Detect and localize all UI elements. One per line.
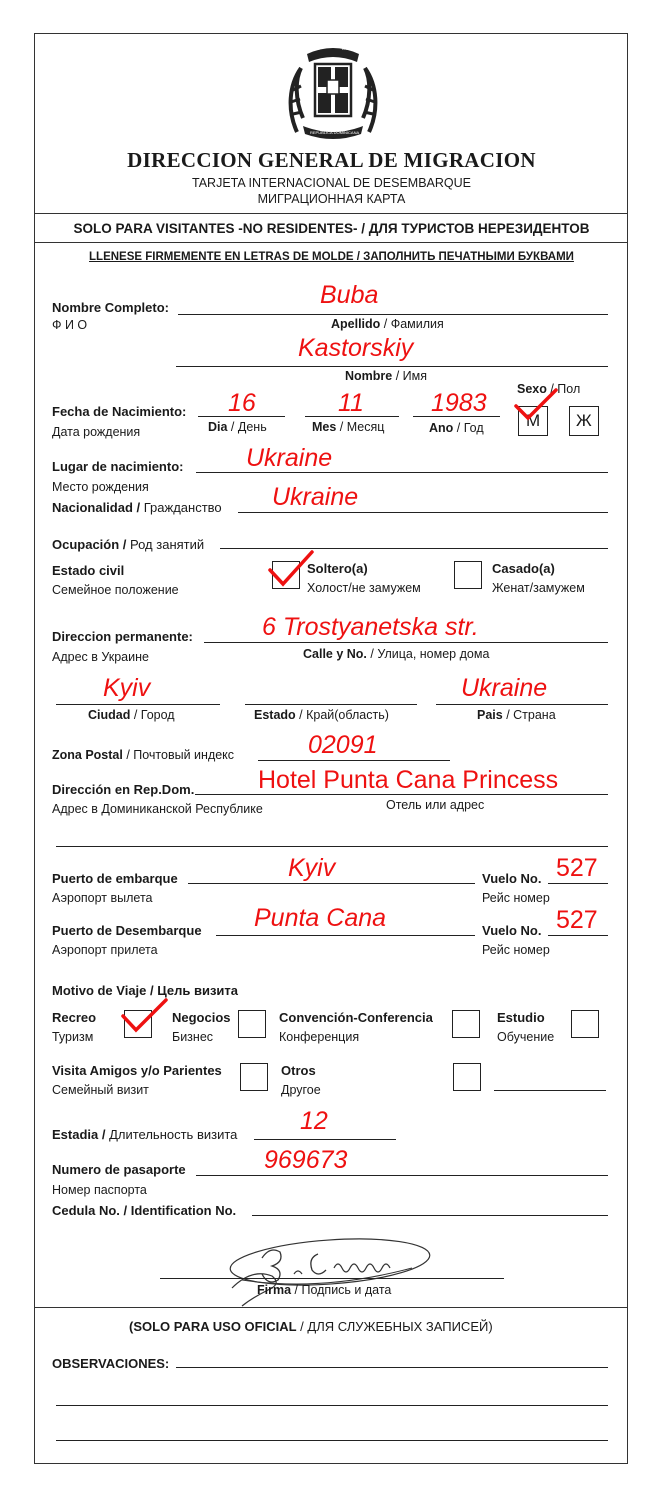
signature-label: Firma / Подпись и дата <box>257 1283 392 1297</box>
stay-length-label: Estadia / Длительность визита <box>52 1127 238 1142</box>
married-label-ru: Женат/замужем <box>492 581 585 595</box>
other-label: Otros <box>281 1063 316 1078</box>
observations-line-3 <box>56 1440 608 1441</box>
birth-year-value[interactable]: 1983 <box>431 389 487 417</box>
family-visit-label: Visita Amigos y/o Parientes <box>52 1063 222 1078</box>
stay-length-value[interactable]: 12 <box>300 1107 328 1135</box>
emblem-motto-patria: PATRIA <box>326 43 340 48</box>
street-label: Calle y No. / Улица, номер дома <box>303 647 490 661</box>
month-label: Mes / Месяц <box>312 420 385 434</box>
postal-code-label: Zona Postal / Почтовый индекс <box>52 748 235 762</box>
state-label: Estado / Край(область) <box>254 708 389 722</box>
given-name-label: Nombre / Имя <box>345 369 427 383</box>
single-label-ru: Холост/не замужем <box>307 581 421 595</box>
arrival-port-label-ru: Аэропорт прилета <box>52 943 158 957</box>
emblem-motto-dios: DIOS <box>310 46 320 51</box>
dr-address-label: Dirección en Rep.Dom. <box>52 782 195 797</box>
arrival-port-label: Puerto de Desembarque <box>52 923 202 938</box>
official-use-label: (SOLO PARA USO OFICIAL / ДЛЯ СЛУЖЕБНЫХ ЗАПИСЕЙ) <box>129 1319 493 1334</box>
tourism-check-icon <box>118 996 172 1036</box>
married-label: Casado(a) <box>492 561 555 576</box>
year-label: Ano / Год <box>429 421 484 435</box>
family-visit-checkbox[interactable] <box>240 1063 268 1091</box>
signature-text <box>272 1258 326 1269</box>
business-label: Negocios <box>172 1010 231 1025</box>
sex-label: Sexo / Пол <box>517 382 581 396</box>
study-checkbox[interactable] <box>571 1010 599 1038</box>
birthplace-value[interactable]: Ukraine <box>246 444 333 472</box>
full-name-label: Nombre Completo: <box>52 300 169 315</box>
tourism-label: Recreo <box>52 1010 97 1025</box>
study-label: Estudio <box>497 1010 545 1025</box>
trip-purpose-label: Motivo de Viaje / Цель визита <box>52 983 239 998</box>
birthplace-label: Lugar de nacimiento: <box>52 459 184 474</box>
id-number-label: Cedula No. / Identification No. <box>52 1203 237 1218</box>
other-checkbox[interactable] <box>453 1063 481 1091</box>
birth-day-value[interactable]: 16 <box>228 389 256 417</box>
flight-number-label-2: Vuelo No. <box>482 923 542 938</box>
emblem-republic-text: REPUBLICA DOMINICANA <box>310 130 360 135</box>
birth-month-value[interactable]: 11 <box>338 389 364 417</box>
flight-number-label-1: Vuelo No. <box>482 871 542 886</box>
single-label: Soltero(a) <box>307 561 368 576</box>
conference-label: Convención-Conferencia <box>279 1010 433 1025</box>
other-label-ru: Другое <box>281 1083 321 1097</box>
sex-male-label: М <box>526 411 541 430</box>
visitors-banner: SOLO PARA VISITANTES -NO RESIDENTES- / ДЛЯ ТУРИСТОВ НЕРЕЗИДЕНТОВ <box>73 221 590 236</box>
other-specify-line <box>494 1090 606 1091</box>
form-title: DIRECCION GENERAL DE MIGRACION <box>127 148 536 172</box>
passport-value[interactable]: 969673 <box>264 1146 348 1174</box>
permanent-address-label-ru: Адрес в Украине <box>52 650 149 664</box>
birthplace-label-ru: Место рождения <box>52 480 149 494</box>
departure-port-label-ru: Аэропорт вылета <box>52 891 153 905</box>
conference-checkbox[interactable] <box>452 1010 480 1038</box>
occupation-label: Ocupación / Род занятий <box>52 537 205 552</box>
sex-male-check-icon <box>512 386 562 422</box>
surname-value[interactable]: Buba <box>320 281 379 309</box>
study-label-ru: Обучение <box>497 1030 555 1044</box>
birth-date-label: Fecha de Nacimiento: <box>52 404 187 419</box>
tourism-label-ru: Туризм <box>52 1030 94 1044</box>
nationality-label: Nacionalidad / Гражданство <box>52 500 222 515</box>
married-checkbox[interactable] <box>454 561 482 589</box>
hotel-hint: Отель или адрес <box>386 798 485 812</box>
dr-address-label-ru: Адрес в Доминиканской Республике <box>52 802 263 816</box>
observations-label: OBSERVACIONES: <box>52 1356 170 1371</box>
city-label: Ciudad / Город <box>88 708 175 722</box>
sex-female-label: Ж <box>576 411 592 430</box>
flight-number-value-1[interactable]: 527 <box>556 854 598 882</box>
flight-number-value-2[interactable]: 527 <box>556 906 598 934</box>
passport-label-ru: Номер паспорта <box>52 1183 147 1197</box>
passport-label: Numero de pasaporte <box>52 1162 186 1177</box>
birth-date-label-ru: Дата рождения <box>52 425 141 439</box>
form-subtitle-es: TARJETA INTERNACIONAL DE DESEMBARQUE <box>192 176 471 190</box>
flight-number-label-1-ru: Рейс номер <box>482 891 550 905</box>
fio-label: Ф И О <box>52 318 88 332</box>
nationality-value[interactable]: Ukraine <box>272 483 359 511</box>
country-value[interactable]: Ukraine <box>461 674 548 702</box>
day-label: Dia / День <box>208 420 267 434</box>
family-visit-label-ru: Семейный визит <box>52 1083 149 1097</box>
signature-icon <box>222 1228 442 1312</box>
departure-port-value[interactable]: Kyiv <box>288 854 336 882</box>
city-value[interactable]: Kyiv <box>103 674 151 702</box>
observations-line-2 <box>56 1405 608 1406</box>
country-label: Pais / Страна <box>477 708 556 722</box>
business-label-ru: Бизнес <box>172 1030 214 1044</box>
conference-label-ru: Конференция <box>279 1030 360 1044</box>
business-checkbox[interactable] <box>238 1010 266 1038</box>
form-subtitle-ru: МИГРАЦИОННАЯ КАРТА <box>257 192 406 206</box>
arrival-port-value[interactable]: Punta Cana <box>254 904 387 932</box>
emblem-motto-libertad: LIBERTAD <box>342 46 362 51</box>
civil-status-label-ru: Семейное положение <box>52 583 179 597</box>
postal-code-value[interactable]: 02091 <box>308 731 378 759</box>
departure-port-label: Puerto de embarque <box>52 871 178 886</box>
permanent-address-label: Direccion permanente: <box>52 629 193 644</box>
surname-label: Apellido / Фамилия <box>331 317 444 331</box>
hotel-value[interactable]: Hotel Punta Cana Princess <box>258 766 559 794</box>
given-name-value[interactable]: Kastorskiy <box>298 334 414 362</box>
civil-status-label: Estado civil <box>52 563 125 578</box>
street-value[interactable]: 6 Trostyanetska str. <box>262 613 479 641</box>
flight-number-label-2-ru: Рейс номер <box>482 943 550 957</box>
instruction-text: LLENESE FIRMEMENTE EN LETRAS DE MOLDE / ЗАПОЛНИТЬ ПЕЧАТНЫМИ БУКВАМИ <box>89 251 574 263</box>
